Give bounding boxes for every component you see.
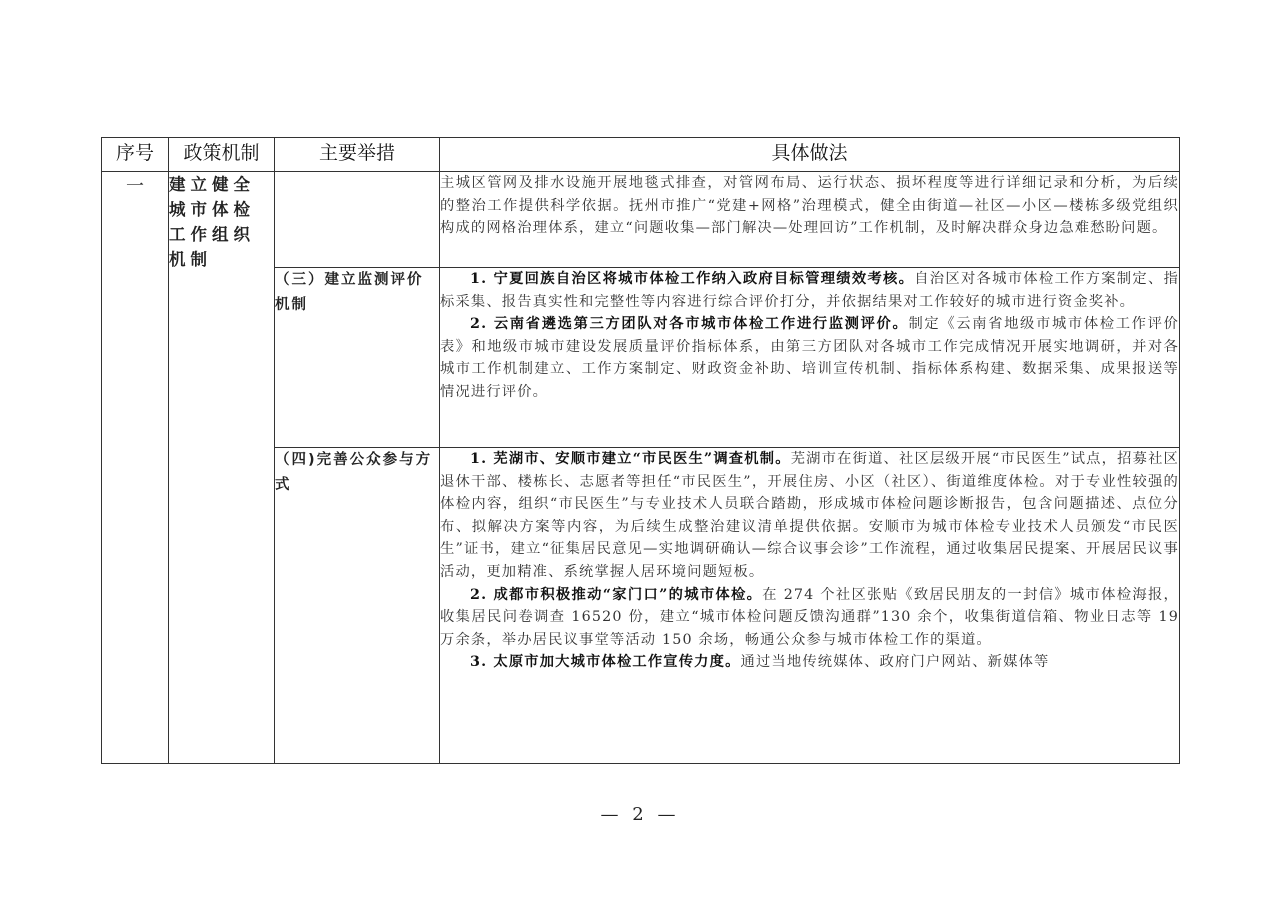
detail-paragraph [440, 448, 1179, 584]
table-header-row [102, 138, 1180, 172]
paragraph-heading: 2. 云南省遴选第三方团队对各市城市体检工作进行监测评价。 [470, 316, 909, 333]
paragraph-text: 通过当地传统媒体、政府门户网站、新媒体等 [740, 654, 1050, 671]
policy-table [101, 137, 1180, 764]
detail-paragraph [440, 268, 1179, 313]
table-row [102, 172, 1180, 268]
detail-paragraph [440, 313, 1179, 403]
detail-paragraph [440, 584, 1179, 652]
paragraph-text: 芜湖市在街道、社区层级开展“市民医生”试点，招募社区退休干部、楼栋长、志愿者等担任“市民医生”，开展住房、小区（社区）、街道维度体检。对于专业性较强的体检内容，组织“市民医生”与专业技术人员联合踏勘，形成城市体检问题诊断报告，包含问题描述、点位分布、拟解决方案等内容，为后续生成整治建议清单提供依据。安顺市为城市体检专业技术人员颁发“市民医生”证书，建立“征集居民意见—实地调研确认—综合议事会诊”工作流程，通过收集居民提案、开展居民议事活动，更加精准、系统掌握人居环境问题短板。 [440, 451, 1179, 580]
paragraph-text: 主城区管网及排水设施开展地毯式排查，对管网布局、运行状态、损坏程度等进行详细记录和分析，为后续的整治工作提供科学依据。抚州市推广“党建+网格”治理模式，健全由街道—社区—小区—楼栋多级党组织构成的网格治理体系，建立“问题收集—部门解决—处理回访”工作机制，及时解决群众身边急难愁盼问题。 [440, 175, 1179, 237]
header-index: 序号 [102, 138, 169, 172]
header-measure: 主要举措 [275, 138, 440, 172]
header-policy: 政策机制 [169, 138, 275, 172]
measure-cell: （三）建立监测评价机制 [275, 268, 440, 448]
paragraph-text: 制定《云南省地级市城市体检工作评价表》和地级市城市建设发展质量评价指标体系，由第三方团队对各城市工作完成情况开展实地调研，并对各城市工作机制建立、工作方案制定、财政资金补助、培训宣传机制、指标体系构建、数据采集、成果报送等情况进行评价。 [440, 316, 1179, 400]
paragraph-heading: 2. 成都市积极推动“家门口”的城市体检。 [470, 586, 763, 603]
detail-cell [440, 448, 1180, 764]
section-index: 一 [102, 172, 169, 764]
measure-cell [275, 172, 440, 268]
section-policy: 建立健全城市体检工作组织机制 [169, 172, 275, 764]
paragraph-text: 在 274 个社区张贴《致居民朋友的一封信》城市体检海报，收集居民问卷调查 16520 份，建立“城市体检问题反馈沟通群”130 余个，收集街道信箱、物业日志等 19 万余条，举办居民议事堂等活动 150 余场，畅通公众参与城市体检工作的渠道。 [440, 586, 1179, 648]
detail-cell [440, 268, 1180, 448]
paragraph-heading: 3. 太原市加大城市体检工作宣传力度。 [470, 654, 741, 671]
detail-paragraph [440, 172, 1179, 240]
measure-cell: （四)完善公众参与方式 [275, 448, 440, 764]
paragraph-heading: 1. 芜湖市、安顺市建立“市民医生”调查机制。 [470, 451, 791, 467]
page-number: — 2 — [600, 804, 680, 825]
detail-cell [440, 172, 1180, 268]
paragraph-heading: 1. 宁夏回族自治区将城市体检工作纳入政府目标管理绩效考核。 [470, 271, 915, 287]
paragraph-text: 自治区对各城市体检工作方案制定、指标采集、报告真实性和完整性等内容进行综合评价打分，并依据结果对工作较好的城市进行资金奖补。 [440, 271, 1179, 310]
detail-paragraph [440, 651, 1179, 674]
header-detail: 具体做法 [440, 138, 1180, 172]
